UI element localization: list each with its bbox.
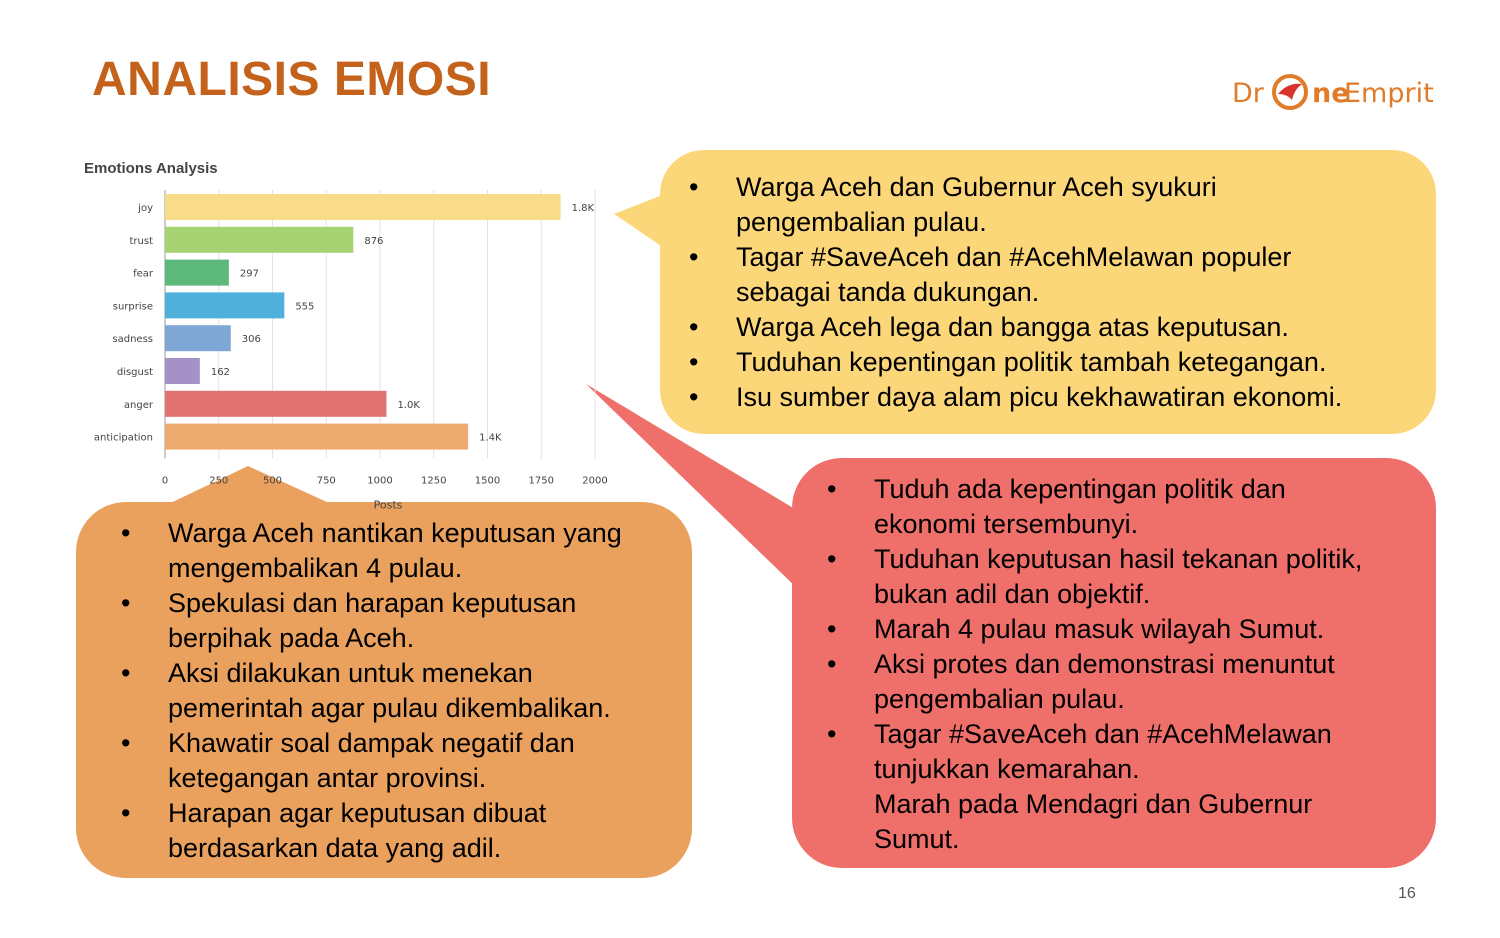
chart-title: Emotions Analysis xyxy=(84,160,218,177)
bullet-text: Warga Aceh dan Gubernur Aceh syukuri xyxy=(736,172,1217,202)
bullet-text: bukan adil dan objektif. xyxy=(874,579,1151,609)
data-label: 876 xyxy=(364,235,384,247)
bubble-bottom-left-item-1-line-2 xyxy=(168,551,678,586)
bullet-text: ketegangan antar provinsi. xyxy=(168,763,487,793)
category-label: joy xyxy=(138,203,153,214)
bullet-icon: • xyxy=(689,312,699,342)
category-label: fear xyxy=(133,268,153,280)
bullet-icon: • xyxy=(689,382,699,412)
bubble-bottom-left-item-2 xyxy=(121,586,678,621)
x-tick-label: 500 xyxy=(262,475,283,487)
bubble-bottom-left-item-3 xyxy=(121,656,678,691)
bullet-text: Sumut. xyxy=(874,824,960,854)
bubble-top-right-item-3 xyxy=(689,310,1416,345)
bullet-icon: • xyxy=(121,518,131,548)
category-label: trust xyxy=(129,235,153,247)
bullet-icon: • xyxy=(827,719,837,749)
data-label: 306 xyxy=(241,334,261,346)
category-label: sadness xyxy=(112,334,153,346)
data-label: 162 xyxy=(210,367,230,378)
bullet-icon: • xyxy=(689,347,699,377)
bar-anticipation xyxy=(165,424,468,450)
bullet-text: tunjukkan kemarahan. xyxy=(874,754,1140,784)
bubble-top-right-item-2 xyxy=(689,240,1416,275)
bubble-bottom-right-list xyxy=(827,472,1424,857)
bubble-bottom-right-item-2-line-2 xyxy=(874,577,1424,612)
bullet-text: Aksi protes dan demonstrasi menuntut xyxy=(874,649,1335,679)
bubble-bottom-left-item-2-line-2 xyxy=(168,621,678,656)
bar-surprise xyxy=(165,292,284,318)
bullet-text: pengembalian pulau. xyxy=(736,207,987,237)
x-tick-label: 1250 xyxy=(421,475,447,487)
bubble-bottom-right-item-4-line-2 xyxy=(874,682,1424,717)
bullet-text: Aksi dilakukan untuk menekan xyxy=(168,658,533,688)
bullet-text: Tuduhan keputusan hasil tekanan politik, xyxy=(874,544,1363,574)
bullet-icon: • xyxy=(827,614,837,644)
bullet-text: Khawatir soal dampak negatif dan xyxy=(168,728,575,758)
bar-joy xyxy=(165,194,561,220)
bubble-bottom-left-item-4 xyxy=(121,726,678,761)
bubble-bottom-left-item-1 xyxy=(121,516,678,551)
bubble-bottom-right-item-5-line-3 xyxy=(874,787,1424,822)
category-label: anticipation xyxy=(93,432,153,444)
bullet-text: Isu sumber daya alam picu kekhawatiran ekonomi. xyxy=(736,382,1343,412)
bubble-bottom-right-item-5-line-2 xyxy=(874,752,1424,787)
bubble-bottom-right-item-3 xyxy=(827,612,1424,647)
bubble-bottom-right-item-4 xyxy=(827,647,1424,682)
bubble-top-right-item-1 xyxy=(689,170,1416,205)
bar-fear xyxy=(165,260,229,286)
bubble-bottom-right xyxy=(827,472,1424,857)
bullet-text: Tagar #SaveAceh dan #AcehMelawan populer xyxy=(736,242,1292,272)
bullet-text: Warga Aceh nantikan keputusan yang xyxy=(168,518,622,548)
logo-text-dr: Dr xyxy=(1232,78,1264,109)
bullet-text: sebagai tanda dukungan. xyxy=(736,277,1040,307)
bubble-bottom-right-item-2 xyxy=(827,542,1424,577)
bullet-text: Marah pada Mendagri dan Gubernur xyxy=(874,789,1313,819)
bubble-top-right xyxy=(689,170,1416,415)
category-label: anger xyxy=(123,399,153,411)
bullet-text: pengembalian pulau. xyxy=(874,684,1125,714)
x-axis-label: Posts xyxy=(373,498,403,510)
bubble-bottom-left-item-5 xyxy=(121,796,678,831)
bullet-text: Spekulasi dan harapan keputusan xyxy=(168,588,577,618)
bullet-text: Tuduh ada kepentingan politik dan xyxy=(874,474,1286,504)
bubble-bottom-left-item-5-line-2 xyxy=(168,831,678,866)
bullet-text: pemerintah agar pulau dikembalikan. xyxy=(168,693,611,723)
bubble-bottom-left xyxy=(121,516,678,866)
bullet-icon: • xyxy=(827,474,837,504)
bullet-text: Harapan agar keputusan dibuat xyxy=(168,798,547,828)
bullet-text: Tagar #SaveAceh dan #AcehMelawan xyxy=(874,719,1332,749)
x-tick-label: 0 xyxy=(161,475,169,487)
x-tick-label: 1000 xyxy=(367,475,393,487)
bar-trust xyxy=(165,227,353,253)
bullet-icon: • xyxy=(827,649,837,679)
drone-circle-icon xyxy=(1270,72,1310,112)
drone-emprit-logo xyxy=(1232,70,1442,122)
bar-sadness xyxy=(165,325,231,351)
data-label: 1.4K xyxy=(479,432,502,444)
x-tick-label: 1500 xyxy=(474,475,501,487)
bullet-icon: • xyxy=(689,242,699,272)
x-tick-label: 2000 xyxy=(582,475,608,487)
chart-svg xyxy=(80,150,640,510)
bullet-text: ekonomi tersembunyi. xyxy=(874,509,1139,539)
bullet-icon: • xyxy=(121,588,131,618)
bubble-top-right-item-5 xyxy=(689,380,1416,415)
bullet-icon: • xyxy=(689,172,699,202)
data-label: 1.0K xyxy=(397,399,420,411)
x-tick-label: 750 xyxy=(316,475,336,487)
bubble-bottom-left-item-4-line-2 xyxy=(168,761,678,796)
logo-text-emprit: Emprit xyxy=(1344,78,1434,109)
data-label: 555 xyxy=(295,301,315,313)
bullet-icon: • xyxy=(827,544,837,574)
bubble-bottom-right-item-5-line-4 xyxy=(874,822,1424,857)
category-label: disgust xyxy=(116,367,153,378)
x-tick-label: 1750 xyxy=(528,475,554,487)
bubble-top-right-item-4 xyxy=(689,345,1416,380)
data-label: 297 xyxy=(239,268,259,280)
bullet-icon: • xyxy=(121,728,131,758)
data-label: 1.8K xyxy=(571,203,595,214)
bubble-top-right-list xyxy=(689,170,1416,415)
bar-disgust xyxy=(165,358,200,384)
category-label: surprise xyxy=(112,301,153,313)
bullet-text: Warga Aceh lega dan bangga atas keputusan. xyxy=(736,312,1289,342)
emotions-analysis-chart xyxy=(80,150,640,510)
bar-anger xyxy=(165,391,386,417)
bubble-bottom-left-item-3-line-2 xyxy=(168,691,678,726)
page-title: ANALISIS EMOSI xyxy=(92,53,492,106)
bubble-top-right-item-2-line-2 xyxy=(736,275,1416,310)
bullet-text: mengembalikan 4 pulau. xyxy=(168,553,463,583)
bullet-text: berpihak pada Aceh. xyxy=(168,623,415,653)
x-tick-label: 250 xyxy=(209,475,229,487)
bullet-icon: • xyxy=(121,798,131,828)
bullet-text: Tuduhan kepentingan politik tambah ketegangan. xyxy=(736,347,1327,377)
logo-text-ne: ne xyxy=(1312,78,1350,109)
page-number: 16 xyxy=(1398,885,1416,902)
bubble-bottom-right-item-5 xyxy=(827,717,1424,752)
bubble-bottom-right-item-1 xyxy=(827,472,1424,507)
bullet-text: berdasarkan data yang adil. xyxy=(168,833,502,863)
bullet-icon: • xyxy=(121,658,131,688)
bubble-bottom-right-item-1-line-2 xyxy=(874,507,1424,542)
bullet-text: Marah 4 pulau masuk wilayah Sumut. xyxy=(874,614,1325,644)
bubble-top-right-item-1-line-2 xyxy=(736,205,1416,240)
bubble-bottom-left-list xyxy=(121,516,678,866)
